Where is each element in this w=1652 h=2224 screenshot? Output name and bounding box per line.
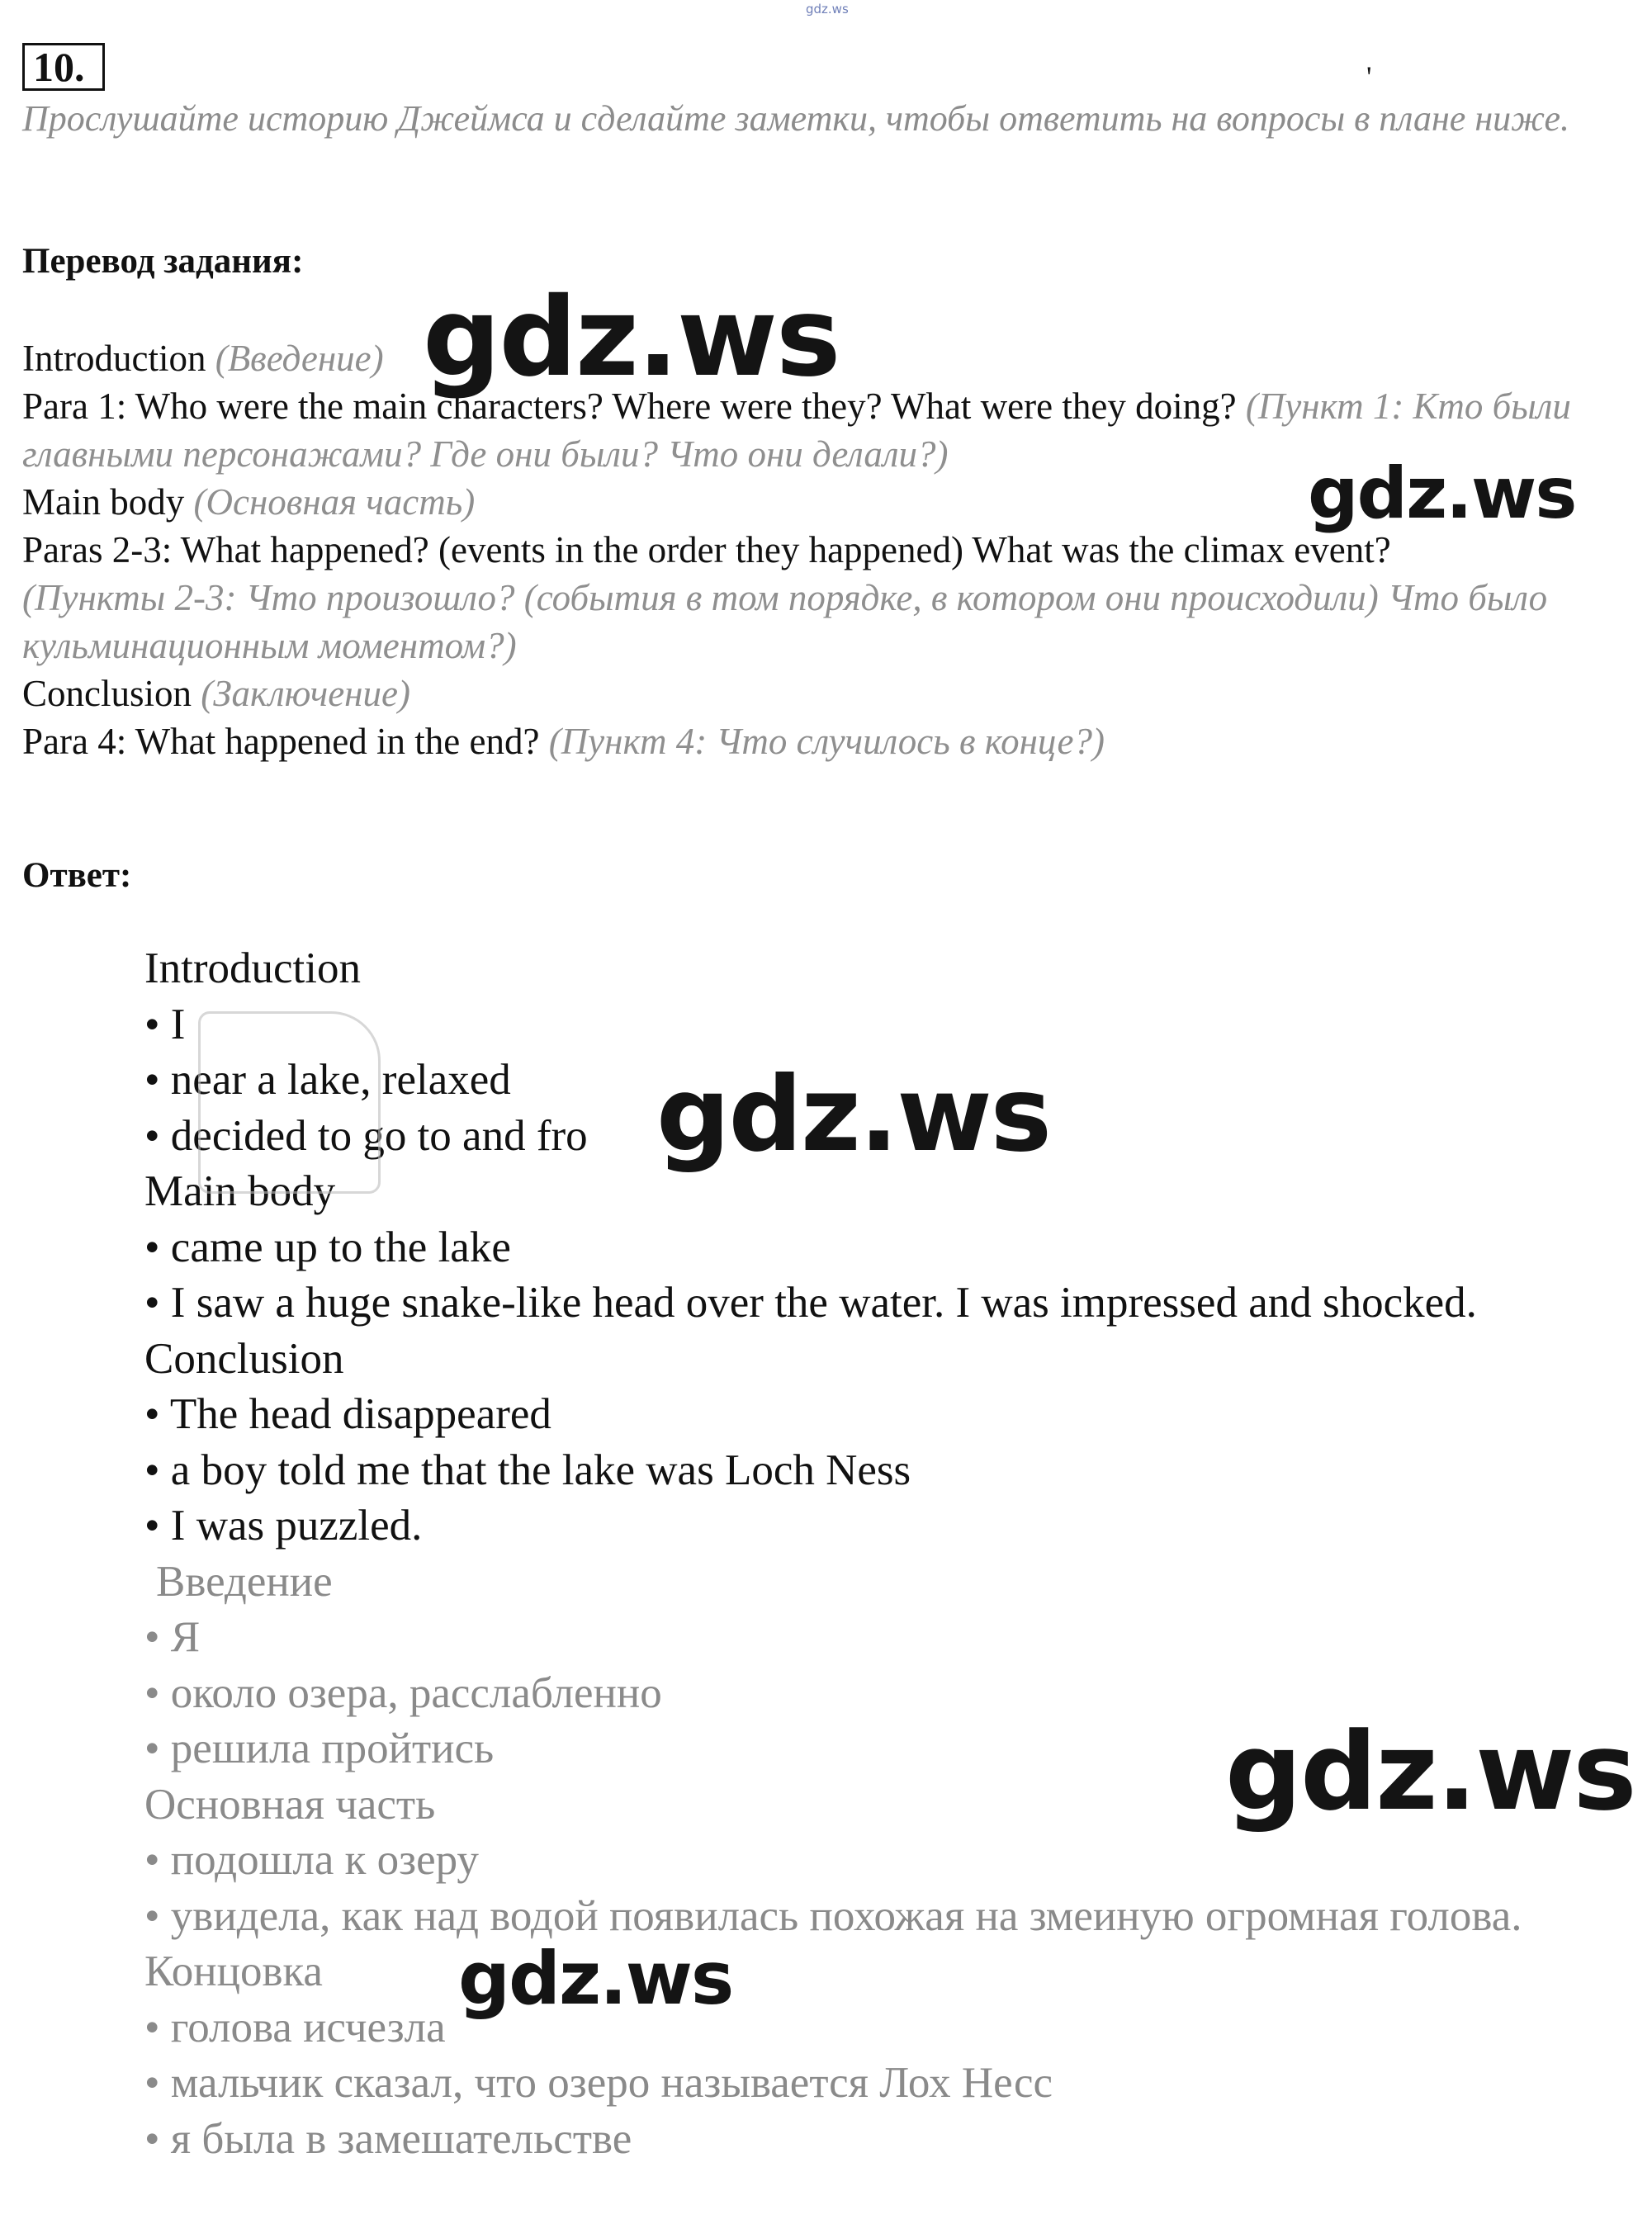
stray-mark: ' — [1366, 60, 1372, 93]
watermark: gdz.ws — [423, 274, 840, 401]
plan-para-1-ru: (Пункт 1: Кто были главными персонажами? Где они были? Что они делали?) — [22, 386, 1571, 475]
translation-heading: Перевод задания: — [22, 242, 304, 281]
answer-ru-heading-conclusion: Концовка — [144, 1947, 323, 1995]
answer-en-item: • came up to the lake — [144, 1223, 511, 1271]
task-number-box: 10. — [22, 43, 105, 91]
answer-ru-item: • голова исчезла — [144, 2003, 446, 2051]
plan-para-4-ru: (Пункт 4: Что случилось в конце?) — [548, 721, 1105, 762]
faded-stamp-icon — [198, 1011, 381, 1194]
answer-en-item: • I was puzzled. — [144, 1502, 423, 1550]
plan-paras-2-3-en: Paras 2-3: What happened? (events in the order they happened) What was the climax event? — [22, 529, 1391, 570]
plan-introduction-en: Introduction — [22, 338, 206, 379]
watermark: gdz.ws — [1225, 1709, 1635, 1834]
answer-heading: Ответ: — [22, 856, 132, 895]
watermark: gdz.ws — [458, 1936, 733, 2021]
answer-ru-heading-main-body: Основная часть — [144, 1780, 436, 1829]
task-instruction: Прослушайте историю Джеймса и сделайте заметки, чтобы ответить на вопросы в плане ниже. — [22, 98, 1570, 139]
answer-ru-item: • Я — [144, 1613, 201, 1661]
plan-para-4-en: Para 4: What happened in the end? — [22, 721, 540, 762]
answer-ru-item: • мальчик сказал, что озеро называется Лох Несс — [144, 2059, 1053, 2107]
plan-paras-2-3 — [22, 526, 1632, 670]
watermark: gdz.ws — [1308, 452, 1576, 535]
plan-paras-2-3-ru: (Пункты 2-3: Что произошло? (события в том порядке, в котором они происходили) Что было кульминационным моментом?) — [22, 577, 1548, 666]
answer-en-item: • a boy told me that the lake was Loch Ness — [144, 1446, 911, 1494]
answer-en-heading-conclusion: Conclusion — [144, 1334, 344, 1383]
plan-conclusion-en: Conclusion — [22, 673, 192, 714]
plan-main-body-en: Main body — [22, 481, 185, 523]
watermark: gdz.ws — [656, 1055, 1051, 1175]
plan-para-1-en: Para 1: Who were the main characters? Where were they? What were they doing? — [22, 386, 1237, 427]
answer-en-heading-main-body: Main body — [144, 1167, 336, 1215]
plan-introduction-ru: (Введение) — [215, 338, 384, 379]
answer-ru-item: • увидела, как над водой появилась похожая на змеиную огромная голова. — [144, 1891, 1522, 1940]
plan-conclusion — [22, 670, 1632, 717]
answer-en-heading-introduction: Introduction — [144, 944, 361, 992]
answer-en-item: • near a lake, relaxed — [144, 1056, 511, 1104]
answer-en-item: • decided to go to and fro — [144, 1111, 588, 1160]
answer-ru-item: • около озера, расслабленно — [144, 1668, 662, 1717]
plan-main-body-ru: (Основная часть) — [193, 481, 476, 523]
answer-en-item: • The head disappeared — [144, 1390, 551, 1438]
answer-ru-item: • я была в замешательстве — [144, 2114, 632, 2163]
answer-en-item: • I — [144, 1000, 186, 1048]
answer-ru-item: • решила пройтись — [144, 1725, 495, 1772]
plan-para-4 — [22, 717, 1632, 765]
answer-ru-heading-introduction: Введение — [156, 1557, 333, 1606]
plan-conclusion-ru: (Заключение) — [201, 673, 410, 714]
top-site-mark[interactable]: gdz.ws — [806, 2, 849, 17]
answer-en-item: • I saw a huge snake-like head over the water. I was impressed and shocked. — [144, 1279, 1477, 1327]
answer-ru-item: • подошла к озеру — [144, 1836, 479, 1884]
